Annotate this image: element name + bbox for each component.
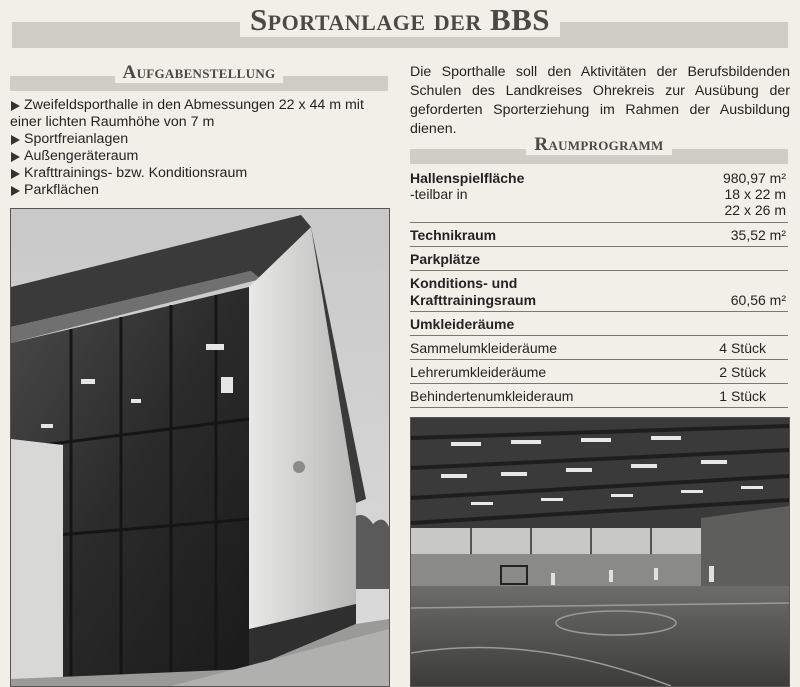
row-value: 2 Stück — [719, 364, 766, 380]
interior-photo — [410, 417, 790, 687]
room-program-heading — [410, 134, 788, 156]
interior-photo-illustration — [411, 418, 789, 686]
table-row — [410, 312, 788, 336]
room-program-table — [410, 166, 788, 408]
exterior-photo — [10, 208, 390, 687]
row-label: Technikraum — [410, 227, 497, 243]
task-list — [10, 97, 394, 199]
row-value: 18 x 22 m — [724, 186, 786, 202]
list-item-text: Parkflächen — [24, 182, 99, 198]
row-value: 35,52 m² — [730, 227, 786, 243]
row-label: Behindertenumkleideraum — [410, 388, 574, 404]
row-value: 22 x 26 m — [724, 202, 786, 218]
row-sublabel: Krafttrainingsraum — [410, 292, 537, 308]
row-label: Hallenspielfläche — [410, 170, 525, 186]
table-row — [410, 247, 788, 271]
row-label: Konditions- und — [410, 275, 518, 291]
table-row — [410, 360, 788, 384]
page-title-text: Sportanlage der BBS — [240, 2, 560, 37]
list-item — [10, 148, 394, 165]
table-row — [410, 384, 788, 408]
row-label: Parkplätze — [410, 251, 481, 267]
table-row — [410, 166, 788, 223]
list-item-text: Krafttrainings- bzw. Konditionsraum — [24, 165, 248, 181]
list-item-text: Zweifeldsporthalle in den Abmessungen 22 x 44 m mit — [24, 97, 364, 113]
row-value: 980,97 m² — [722, 170, 786, 186]
list-item-text: Außengeräteraum — [24, 148, 139, 164]
row-sublabel: -teilbar in — [410, 186, 468, 202]
list-item — [10, 131, 394, 148]
row-value: 60,56 m² — [730, 292, 786, 308]
table-row — [410, 223, 788, 247]
list-item — [10, 165, 394, 182]
list-item — [10, 97, 394, 131]
task-heading — [10, 62, 388, 84]
row-value: 4 Stück — [719, 340, 766, 356]
row-label: Umkleideräume — [410, 316, 515, 332]
task-heading-text: Aufgabenstellung — [115, 62, 284, 83]
intro-paragraph: Die Sporthalle soll den Aktivitäten der Berufsbildenden Schulen des Landkreises Ohrekreis zur Ausübung der geforderten Sporterziehung im Rahmen der Ausbildung dienen. — [410, 64, 790, 137]
row-label: Lehrerumkleideräume — [410, 364, 547, 380]
table-row — [410, 271, 788, 312]
row-label: Sammelumkleideräume — [410, 340, 558, 356]
table-row — [410, 336, 788, 360]
row-value: 1 Stück — [719, 388, 766, 404]
page-title — [0, 0, 800, 40]
list-item-text: Sportfreianlagen — [24, 131, 129, 147]
list-item — [10, 182, 394, 199]
exterior-photo-illustration — [11, 209, 389, 686]
list-item-text-cont: einer lichten Raumhöhe von 7 m — [10, 114, 215, 130]
room-program-heading-text: Raumprogramm — [526, 134, 671, 155]
